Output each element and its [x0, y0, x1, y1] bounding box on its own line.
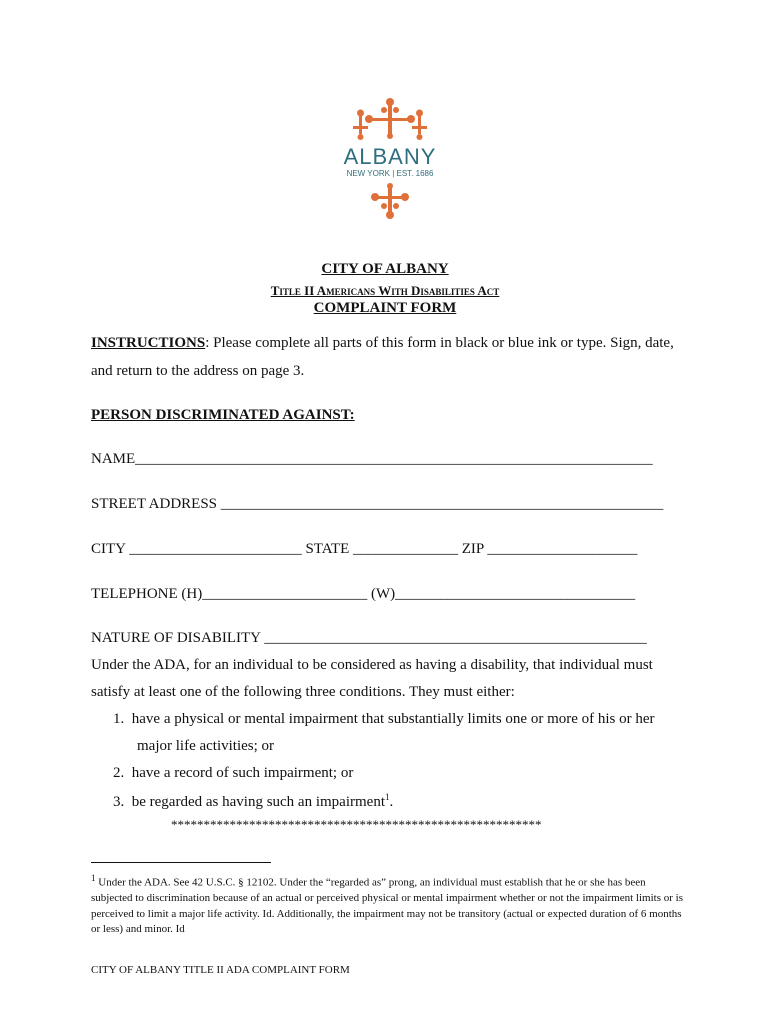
telephone-field[interactable]: TELEPHONE (H)______________________ (W)________________________________	[91, 586, 636, 602]
instructions-label: INSTRUCTIONS	[91, 335, 206, 351]
page-title-form: COMPLAINT FORM	[313, 300, 457, 316]
footnote-text: Under the ADA. See 42 U.S.C. § 12102. Under the “regarded as” prong, an individual must establish that he or she has been subjected to discrimination because of an actual or perceived physical or mental impairment whether or not the impairment limits or is perceived to limit a major life activity. Id. Additionally, the impairment may not be transitory (actual or expected duration of 6 months or less) and minor. Id	[91, 876, 683, 936]
list-text: have a physical or mental impairment that substantially limits one or more of his or her	[131, 711, 655, 727]
page-title-city: CITY OF ALBANY	[321, 261, 449, 277]
list-number: 1.	[113, 711, 125, 727]
list-number: 3.	[113, 794, 125, 810]
disability-field[interactable]: NATURE OF DISABILITY ___________________________________________________	[91, 630, 647, 646]
footnote-divider	[91, 862, 271, 863]
logo-subtitle: NEW YORK | EST. 1686	[346, 169, 434, 178]
street-address-field[interactable]: STREET ADDRESS ___________________________________________________________	[91, 496, 664, 512]
instructions-text: : Please complete all parts of this form in black or blue ink or type. Sign, date,	[205, 335, 674, 351]
instructions-line-2: and return to the address on page 3.	[91, 363, 305, 379]
asterisk-separator: *********************************************************	[171, 817, 542, 832]
ada-text-line-1: Under the ADA, for an individual to be considered as having a disability, that individual must	[91, 657, 653, 673]
name-field[interactable]: NAME_____________________________________________________________________	[91, 451, 653, 467]
footnote-mark: 1	[91, 873, 96, 883]
list-text: have a record of such impairment; or	[131, 765, 354, 781]
ada-text-line-2: satisfy at least one of the following three conditions. They must either:	[91, 684, 515, 700]
list-item-continuation: major life activities; or	[137, 738, 275, 754]
instructions-line-1	[91, 335, 674, 352]
city-state-zip-field[interactable]: CITY _______________________ STATE ______________ ZIP ____________________	[91, 541, 638, 557]
list-end: .	[389, 794, 394, 810]
footnote	[91, 871, 686, 938]
list-number: 2.	[113, 765, 125, 781]
albany-logo	[335, 96, 445, 222]
section-heading: PERSON DISCRIMINATED AGAINST:	[91, 407, 355, 423]
page-footer: CITY OF ALBANY TITLE II ADA COMPLAINT FORM	[91, 964, 350, 976]
list-text: be regarded as having such an impairment	[131, 794, 385, 810]
list-item	[113, 765, 353, 782]
list-item	[113, 711, 655, 728]
logo-wordmark: ALBANY	[343, 144, 437, 169]
list-item	[113, 792, 393, 811]
footnote-ref[interactable]: 1	[385, 792, 390, 802]
page-title-act: Title II Americans With Disabilities Act	[270, 283, 500, 298]
